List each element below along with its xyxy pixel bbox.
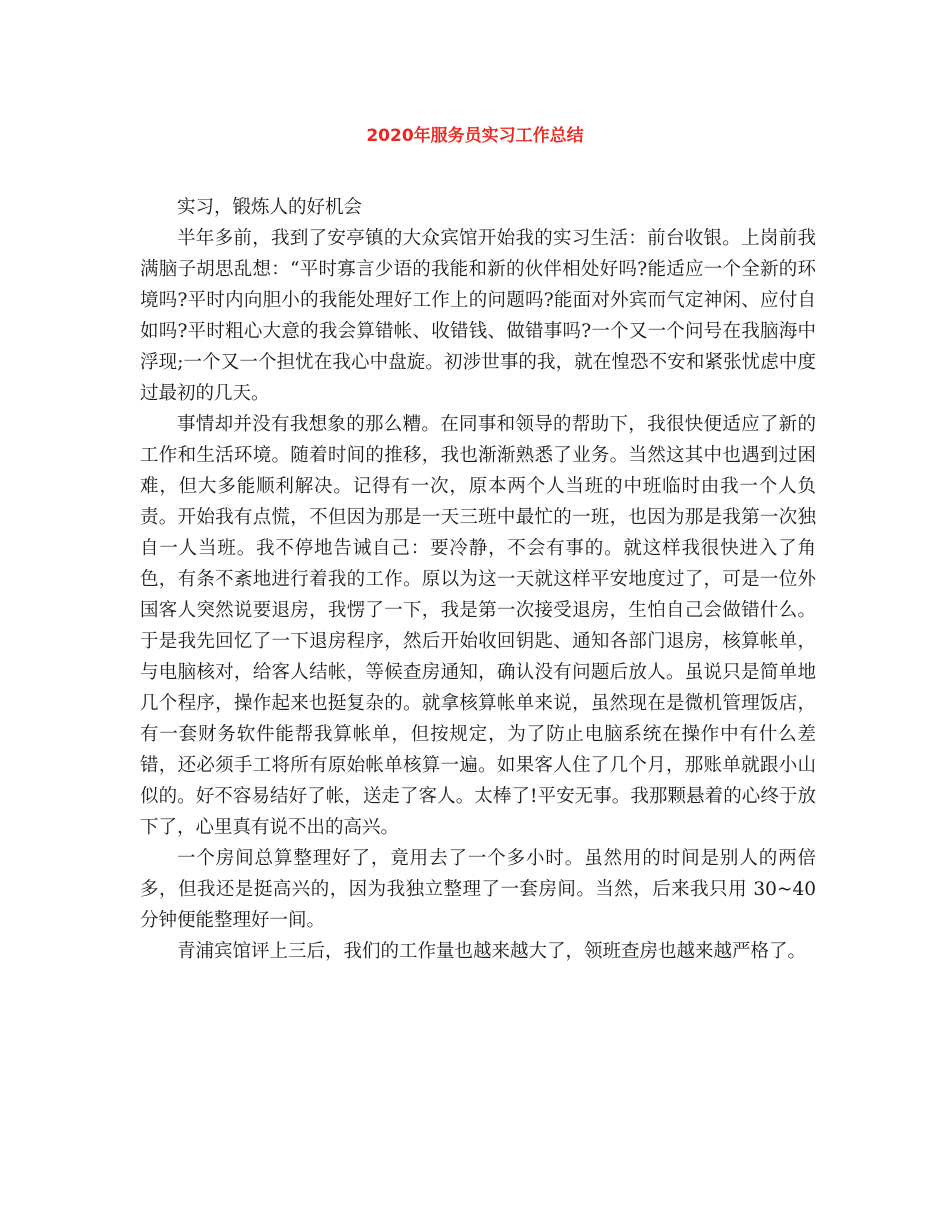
paragraph: 半年多前，我到了安亭镇的大众宾馆开始我的实习生活：前台收银。上岗前我满脑子胡思乱想：“平时寡言少语的我能和新的伙伴相处好吗?能适应一个全新的环境吗?平时内向胆小的我能处理好工作上的问题吗?能面对外宾而气定神闲、应付自如吗?平时粗心大意的我会算错帐、收错钱、做错事吗?一个又一个问号在我脑海中浮现;一个又一个担忧在我心中盘旋。初涉世事的我，就在惶恐不安和紧张忧虑中度过最初的几天。 [140,228,816,404]
document-body [140,192,816,967]
document-title: 2020年服务员实习工作总结 [366,126,584,146]
paragraph: 一个房间总算整理好了，竟用去了一个多小时。虽然用的时间是别人的两倍多，但我还是挺高兴的，因为我独立整理了一套房间。当然，后来我只用 30~40 分钟便能整理好一间。 [140,848,816,931]
paragraph-heading: 实习，锻炼人的好机会 [177,197,363,218]
paragraph: 事情却并没有我想象的那么糟。在同事和领导的帮助下，我很快便适应了新的工作和生活环境。随着时间的推移，我也渐渐熟悉了业务。当然这其中也遇到过困难，但大多能顺利解决。记得有一次，原本两个人当班的中班临时由我一个人负责。开始我有点慌，不但因为那是一天三班中最忙的一班，也因为那是我第一次独自一人当班。我不停地告诫自己：要冷静，不会有事的。就这样我很快进入了角色，有条不紊地进行着我的工作。原以为这一天就这样平安地度过了，可是一位外国客人突然说要退房，我愣了一下，我是第一次接受退房，生怕自己会做错什么。于是我先回忆了一下退房程序，然后开始收回钥匙、通知各部门退房，核算帐单，与电脑核对，给客人结帐，等候查房通知，确认没有问题后放人。虽说只是简单地几个程序，操作起来也挺复杂的。就拿核算帐单来说，虽然现在是微机管理饭店，有一套财务软件能帮我算帐单，但按规定，为了防止电脑系统在操作中有什么差错，还必须手工将所有原始帐单核算一遍。如果客人住了几个月，那账单就跟小山似的。好不容易结好了帐，送走了客人。太棒了!平安无事。我那颗悬着的心终于放下了，心里真有说不出的高兴。 [140,414,816,838]
paragraph: 青浦宾馆评上三后，我们的工作量也越来越大了，领班查房也越来越严格了。 [177,941,807,962]
